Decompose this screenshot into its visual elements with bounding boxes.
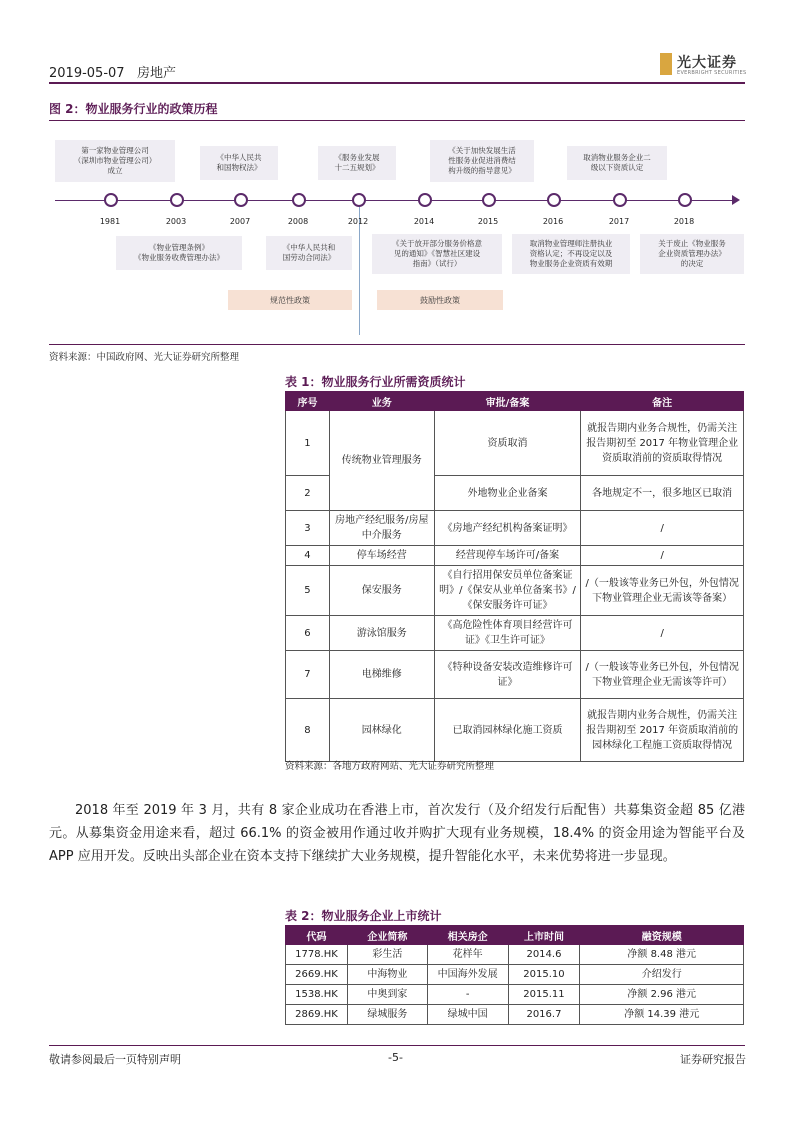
row-no: 6: [286, 616, 330, 651]
row-approval: 外地物业企业备案: [434, 476, 581, 511]
cell-name: 绿城服务: [347, 1005, 427, 1025]
timeline-bottom-box: 关于废止《物业服务 企业资质管理办法》 的决定: [640, 234, 744, 274]
figure-title: 图 2：物业服务行业的政策历程: [49, 102, 218, 116]
figure-source: 资料来源：中国政府网、光大证券研究所整理: [49, 352, 240, 363]
timeline-top-box: 第一家物业管理公司 （深圳市物业管理公司） 成立: [55, 140, 175, 182]
cell-date: 2014.6: [508, 945, 580, 965]
table-row: [286, 945, 744, 965]
row-biz: 园林绿化: [329, 699, 434, 762]
row-note: /: [581, 616, 744, 651]
row-no: 1: [286, 411, 330, 476]
row-note: /: [581, 511, 744, 546]
timeline-year: 2003: [165, 217, 187, 226]
table-row: [286, 566, 744, 616]
timeline-year: 2012: [347, 217, 369, 226]
figure-top-rule: [49, 120, 745, 121]
table2-header: 企业简称: [347, 926, 427, 945]
row-biz: 游泳馆服务: [329, 616, 434, 651]
row-biz: 房地产经纪服务/房屋中介服务: [329, 511, 434, 546]
row-approval: 《特种设备安装改造维修许可证》: [434, 651, 581, 699]
report-sector: 房地产: [136, 66, 176, 81]
row-note: 就报告期内业务合规性，仍需关注报告期初至 2017 年资质取消前的园林绿化工程施工资质取得情况: [581, 699, 744, 762]
cell-date: 2015.11: [508, 985, 580, 1005]
timeline-dot: [678, 193, 692, 207]
cell-developer: 花样年: [427, 945, 508, 965]
row-approval: 《房地产经纪机构备案证明》: [434, 511, 581, 546]
timeline-year: 2008: [287, 217, 309, 226]
row-note: 就报告期内业务合规性，仍需关注报告期初至 2017 年物业管理企业资质取消前的资质取得情况: [581, 411, 744, 476]
cell-name: 中海物业: [347, 965, 427, 985]
table1: [285, 391, 744, 762]
timeline-bottom-box: 取消物业管理师注册执业 资格认定；不再设定以及 物业服务企业资质有效期: [512, 234, 630, 274]
cell-code: 1778.HK: [286, 945, 348, 965]
timeline-dot: [292, 193, 306, 207]
row-approval: 经营现停车场许可/备案: [434, 546, 581, 566]
figure-bottom-rule: [49, 344, 745, 345]
row-biz: 电梯维修: [329, 651, 434, 699]
header-rule: [49, 82, 745, 84]
timeline-year: 2016: [542, 217, 564, 226]
table-row: [286, 1005, 744, 1025]
table2: [285, 925, 744, 1025]
row-no: 2: [286, 476, 330, 511]
footer-disclaimer: 敬请参阅最后一页特别声明: [49, 1053, 181, 1066]
timeline-arrow-icon: [732, 195, 740, 205]
table-row: [286, 699, 744, 762]
logo-name: 光大证券: [677, 55, 737, 71]
phase-label-encouraging: 鼓励性政策: [377, 290, 503, 310]
row-no: 8: [286, 699, 330, 762]
timeline-year: 2018: [673, 217, 695, 226]
timeline-year: 2015: [477, 217, 499, 226]
header-date-sector: [49, 62, 176, 81]
company-logo: [660, 50, 750, 78]
table1-header: 序号: [286, 392, 330, 411]
cell-code: 2669.HK: [286, 965, 348, 985]
timeline-bottom-box: 《关于放开部分服务价格意 见的通知》《智慧社区建设 指南》（试行）: [372, 234, 502, 274]
page-number: -5-: [388, 1051, 403, 1064]
timeline-top-box: 《关于加快发展生活 性服务业促进消费结 构升级的指导意见》: [430, 140, 534, 182]
table2-header: 相关房企: [427, 926, 508, 945]
row-no: 7: [286, 651, 330, 699]
timeline-dot: [418, 193, 432, 207]
cell-developer: -: [427, 985, 508, 1005]
cell-financing: 净额 8.48 港元: [580, 945, 744, 965]
timeline-top-box: 《服务业发展 十二五规划》: [318, 146, 396, 180]
body-paragraph: 2018 年至 2019 年 3 月，共有 8 家企业成功在香港上市，首次发行（及介绍发行后配售）共募集资金超 85 亿港元。从募集资金用途来看，超过 66.1% 的资金被用作通过收并购扩大现有业务规模，18.4% 的资金用途为智能平台及 APP 应用开发。反映出头部企业在资本支持下继续扩大业务规模，提升智能化水平，未来优势将进一步显现。: [49, 803, 745, 864]
timeline-dot: [104, 193, 118, 207]
timeline-bottom-box: 《物业管理条例》 《物业服务收费管理办法》: [116, 236, 242, 270]
row-biz: 传统物业管理服务: [329, 411, 434, 511]
timeline-year: 1981: [99, 217, 121, 226]
timeline-top-box: 取消物业服务企业二 级以下资质认定: [567, 146, 667, 180]
cell-name: 彩生活: [347, 945, 427, 965]
table-row: [286, 965, 744, 985]
row-note: /（一般该等业务已外包，外包情况下物业管理企业无需该等备案）: [581, 566, 744, 616]
row-approval: 《高危险性体育项目经营许可证》《卫生许可证》: [434, 616, 581, 651]
cell-date: 2016.7: [508, 1005, 580, 1025]
table2-header: 代码: [286, 926, 348, 945]
table2-header: 融资规模: [580, 926, 744, 945]
row-no: 5: [286, 566, 330, 616]
timeline-axis: [55, 200, 735, 201]
timeline-dot: [234, 193, 248, 207]
timeline-top-box: 《中华人民共 和国物权法》: [200, 146, 278, 180]
cell-code: 1538.HK: [286, 985, 348, 1005]
cell-financing: 净额 14.39 港元: [580, 1005, 744, 1025]
table1-header: 业务: [329, 392, 434, 411]
logo-mark-icon: [660, 53, 672, 75]
table-row: [286, 985, 744, 1005]
table-row: [286, 411, 744, 476]
timeline-dot: [547, 193, 561, 207]
timeline-dot: [170, 193, 184, 207]
table1-header: 审批/备案: [434, 392, 581, 411]
row-biz: 保安服务: [329, 566, 434, 616]
row-no: 3: [286, 511, 330, 546]
timeline-dot: [613, 193, 627, 207]
table-row: [286, 616, 744, 651]
row-approval: 资质取消: [434, 411, 581, 476]
table2-title: 表 2：物业服务企业上市统计: [285, 909, 442, 923]
cell-financing: 介绍发行: [580, 965, 744, 985]
row-approval: 《自行招用保安员单位备案证明》/《保安从业单位备案书》/《保安服务许可证》: [434, 566, 581, 616]
cell-date: 2015.10: [508, 965, 580, 985]
timeline-dot: [482, 193, 496, 207]
timeline-year: 2017: [608, 217, 630, 226]
row-note: /（一般该等业务已外包，外包情况下物业管理企业无需该等许可）: [581, 651, 744, 699]
table-row: [286, 511, 744, 546]
cell-developer: 中国海外发展: [427, 965, 508, 985]
table1-header: 备注: [581, 392, 744, 411]
row-note: 各地规定不一，很多地区已取消: [581, 476, 744, 511]
table2-header: 上市时间: [508, 926, 580, 945]
report-date: 2019-05-07: [49, 66, 125, 81]
row-note: /: [581, 546, 744, 566]
timeline-dot: [352, 193, 366, 207]
table-row: [286, 546, 744, 566]
cell-developer: 绿城中国: [427, 1005, 508, 1025]
table1-title: 表 1：物业服务行业所需资质统计: [285, 375, 466, 389]
row-approval: 已取消园林绿化施工资质: [434, 699, 581, 762]
timeline-year: 2007: [229, 217, 251, 226]
cell-code: 2869.HK: [286, 1005, 348, 1025]
logo-sub: EVERBRIGHT SECURITIES: [677, 70, 747, 76]
cell-financing: 净额 2.96 港元: [580, 985, 744, 1005]
timeline-bottom-box: 《中华人民共和 国劳动合同法》: [266, 236, 352, 270]
footer-report-type: 证券研究报告: [680, 1053, 746, 1066]
table1-source: 资料来源：各地方政府网站、光大证券研究所整理: [285, 761, 495, 772]
row-biz: 停车场经营: [329, 546, 434, 566]
phase-label-normative: 规范性政策: [228, 290, 352, 310]
footer-rule: [49, 1045, 745, 1046]
row-no: 4: [286, 546, 330, 566]
table-row: [286, 651, 744, 699]
cell-name: 中奥到家: [347, 985, 427, 1005]
timeline-year: 2014: [413, 217, 435, 226]
